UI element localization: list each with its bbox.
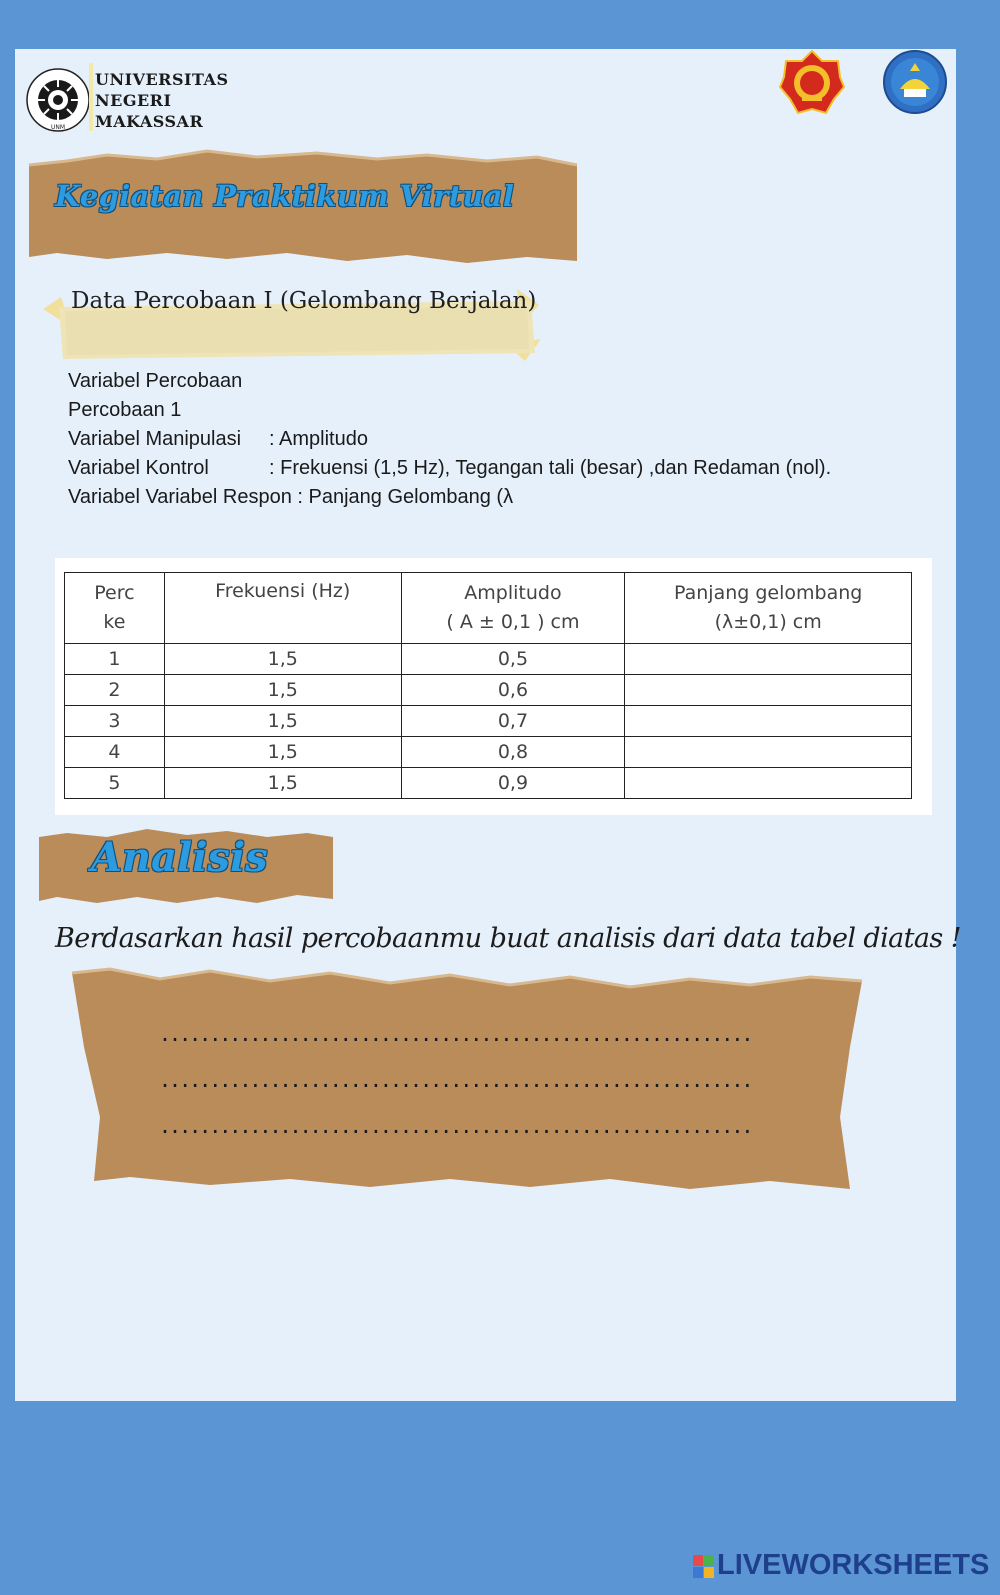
answer-line[interactable]: ........................................................... (159, 1068, 752, 1092)
analysis-title: Analisis (91, 834, 268, 881)
table-row (65, 644, 912, 675)
header-wavelength: Panjang gelombang (λ±0,1) cm (625, 573, 912, 644)
table-row (65, 737, 912, 768)
cell-wavelength-input[interactable] (625, 675, 912, 706)
cell-frequency: 1,5 (164, 737, 401, 768)
table-row (65, 768, 912, 799)
ministry-emblem (882, 49, 948, 115)
answer-area[interactable] (159, 1011, 751, 1149)
cell-amplitude: 0,5 (401, 644, 625, 675)
cell-trial: 2 (65, 675, 165, 706)
university-name (95, 69, 229, 132)
cell-frequency: 1,5 (164, 706, 401, 737)
response-variable: Variabel Variabel Respon : Panjang Gelombang (λ (68, 486, 514, 508)
regional-emblem (778, 49, 846, 117)
manipulated-label: Variabel Manipulasi (68, 428, 242, 450)
cell-amplitude: 0,8 (401, 737, 625, 768)
cell-wavelength-input[interactable] (625, 768, 912, 799)
cell-wavelength-input[interactable] (625, 706, 912, 737)
cell-frequency: 1,5 (164, 675, 401, 706)
cell-amplitude: 0,9 (401, 768, 625, 799)
university-line-1: UNIVERSITAS (95, 70, 229, 89)
control-label: Variabel Kontrol (68, 457, 209, 479)
answer-line[interactable]: ........................................................... (159, 1022, 752, 1046)
answer-line[interactable]: ........................................................... (159, 1114, 752, 1138)
data-table (64, 572, 912, 799)
university-line-2: NEGERI (95, 91, 172, 110)
control-value: : Frekuensi (1,5 Hz), Tegangan tali (besar) ,dan Redaman (nol). (269, 457, 832, 479)
cell-wavelength-input[interactable] (625, 644, 912, 675)
cell-amplitude: 0,6 (401, 675, 625, 706)
experiment-title: Data Percobaan I (Gelombang Berjalan) (71, 288, 537, 314)
data-table-card (55, 558, 932, 815)
table-row (65, 706, 912, 737)
svg-text:UNM: UNM (50, 124, 66, 131)
cell-amplitude: 0,7 (401, 706, 625, 737)
brand-name: LIVEWORKSHEETS (717, 1549, 990, 1581)
cell-frequency: 1,5 (164, 768, 401, 799)
cell-trial: 1 (65, 644, 165, 675)
university-line-3: MAKASSAR (95, 112, 204, 131)
table-header-row (65, 573, 912, 644)
university-logo (25, 67, 91, 133)
liveworksheets-logo-icon (693, 1555, 715, 1579)
header-amplitude: Amplitudo ( A ± 0,1 ) cm (401, 573, 625, 644)
cell-trial: 5 (65, 768, 165, 799)
header-trial: Perc ke (65, 573, 165, 644)
cell-wavelength-input[interactable] (625, 737, 912, 768)
header-divider (89, 63, 93, 131)
analysis-instruction: Berdasarkan hasil percobaanmu buat analisis dari data tabel diatas ! (55, 923, 961, 954)
cell-frequency: 1,5 (164, 644, 401, 675)
table-row (65, 675, 912, 706)
header-frequency: Frekuensi (Hz) (164, 573, 401, 644)
activity-title: Kegiatan Praktikum Virtual (55, 179, 515, 213)
worksheet-page (15, 49, 961, 1401)
manipulated-value: : Amplitudo (269, 428, 368, 450)
cell-trial: 4 (65, 737, 165, 768)
cell-trial: 3 (65, 706, 165, 737)
variables-section (68, 367, 832, 512)
trial-label: Percobaan 1 (68, 399, 182, 421)
variables-heading: Variabel Percobaan (68, 370, 243, 392)
